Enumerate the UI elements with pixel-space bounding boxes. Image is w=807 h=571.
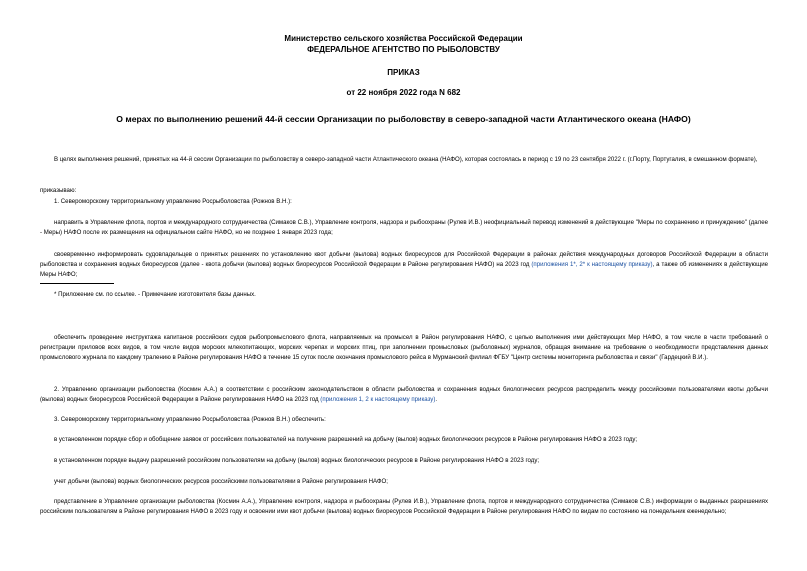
item-3-b: в установленном порядке выдачу разрешений российским пользователям на добычу (вылов) водных биологических ресурсов в Районе регулирования НАФО в 2023 году; bbox=[54, 457, 540, 464]
appendix-link-2[interactable]: (приложения 1, 2 к настоящему приказу) bbox=[320, 396, 436, 403]
agency-name: ФЕДЕРАЛЬНОЕ АГЕНТСТВО ПО РЫБОЛОВСТВУ bbox=[307, 45, 500, 54]
doc-type: ПРИКАЗ bbox=[387, 68, 420, 77]
item-3: 3. Североморскому территориальному управлению Росрыболовства (Рожнов В.Н.) обеспечить: bbox=[54, 416, 326, 423]
item-1-b-tail: , а также об изменениях в действующие Меры НАФО; bbox=[40, 261, 768, 278]
doc-title: О мерах по выполнению решений 44-й сессии Организации по рыболовству в северо-западной части Атлантического океана (НАФО) bbox=[116, 114, 691, 124]
ministry-name: Министерство сельского хозяйства Российской Федерации bbox=[284, 34, 523, 43]
item-1: 1. Североморскому территориальному управлению Росрыболовства (Рожнов В.Н.): bbox=[54, 198, 292, 205]
item-1-b-text: своевременно информировать судовладельцев о принятых решениях по установлению квот добычи (вылова) водных биоресурсов для Российской Федерации в районах действия международных договоров Российской Федерации в области рыболовства и сохранения водных биоресурсов (далее - квота добычи (вылова) водных биоресурсов Российской Федерации в Районе регулирования НАФО) на 2023 год bbox=[40, 251, 768, 268]
item-1-c: обеспечить проведение инструктажа капитанов российских судов рыбопромыслового флота, направляемых на промысел в Район регулирования НАФО, с целью выполнения ими действующих Мер НАФО, в том числе в части требований о регистрации приловов всех видов, в том числе видов морских млекопитающих, морских черепах и морских птиц, при заполнении промысловых (рыболовных) журналов, обращая внимание на требование о необходимости представления данных промыслового журнала по каждому тралению в Районе регулирования НАФО в течение 15 суток после окончания промыслового рейса в Мурманский филиал ФГБУ "Центр системы мониторинга рыболовства и связи" (Гардецкий В.И.). bbox=[40, 334, 768, 361]
appendix-link-1[interactable]: (приложения 1*, 2* к настоящему приказу) bbox=[531, 261, 653, 268]
order-word: приказываю: bbox=[40, 187, 77, 194]
item-2 bbox=[40, 385, 768, 405]
item-2-text: 2. Управлению организации рыболовства (Космин А.А.) в соответствии с российским законодательством в области рыболовства и сохранения водных биологических ресурсов распределить между российскими пользователями квоты добычи (вылова) водных биоресурсов Российской Федерации в Районе регулирования НАФО на 2023 год bbox=[40, 386, 768, 403]
doc-date: от 22 ноября 2022 года N 682 bbox=[346, 88, 461, 97]
footnote-divider bbox=[40, 283, 114, 284]
item-1-b bbox=[40, 250, 768, 280]
footnote: * Приложение см. по ссылке. - Примечание изготовителя базы данных. bbox=[54, 291, 256, 298]
item-3-c: учет добычи (вылова) водных биологических ресурсов российскими пользователями в Районе регулирования НАФО; bbox=[54, 478, 388, 485]
item-1-a: направить в Управление флота, портов и международного сотрудничества (Симаков С.В.), Управление контроля, надзора и рыбоохраны (Рулев И.В.) неофициальный перевод изменений в действующие "Меры по сохранению и принуждению" (далее - Меры) НАФО после их размещения на официальном сайте НАФО, но не позднее 1 января 2023 года; bbox=[40, 219, 768, 236]
item-2-tail: . bbox=[435, 396, 438, 403]
item-3-d: представление в Управление организации рыболовства (Космин А.А.), Управление контроля, надзора и рыбоохраны (Рулев И.В.), Управление флота, портов и международного сотрудничества (Симаков С.В.) информации о выданных разрешениях российским пользователям в Районе регулирования НАФО в 2023 году и освоении ими квот добычи (вылова) водных биоресурсов Российской Федерации в Районе регулирования НАФО по видам по состоянию на понедельник еженедельно; bbox=[40, 498, 768, 515]
intro-paragraph: В целях выполнения решений, принятых на 44-й сессии Организации по рыболовству в северо-западной части Атлантического океана (НАФО), которая состоялась в период с 19 по 23 сентября 2022 г. (г.Порту, Португалия, в смешанном формате), bbox=[54, 156, 758, 163]
item-3-a: в установленном порядке сбор и обобщение заявок от российских пользователей на получение разрешений на добычу (вылов) водных биологических ресурсов в Районе регулирования НАФО в 2023 году; bbox=[54, 436, 638, 443]
